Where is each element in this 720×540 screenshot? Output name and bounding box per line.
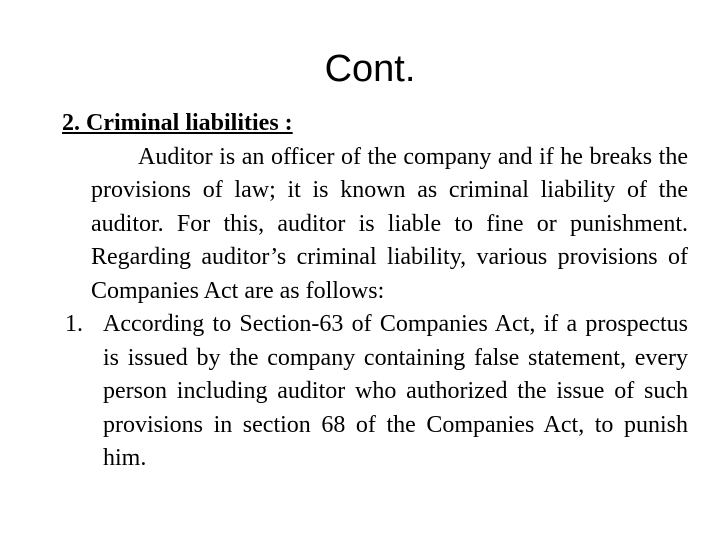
slide-title: Cont. <box>324 48 416 90</box>
list-item-text: According to Section-63 of Companies Act, if a prospectus is issued by the company containing false statement, every person including auditor who authorized the issue of such provisions in section 68 of the Companies Act, to punish him. <box>103 311 688 471</box>
list-item-number: 1. <box>65 311 83 337</box>
body-paragraph: Auditor is an officer of the company and if he breaks the provisions of law; it is known as criminal liability of the auditor. For this, auditor is liable to fine or punishment. Regarding auditor’s criminal liability, various provisions of Companies Act are as follows: <box>91 143 688 304</box>
numbered-list <box>60 308 688 476</box>
slide-body <box>60 107 688 476</box>
list-item <box>60 308 688 476</box>
section-heading: 2. Criminal liabilities : <box>62 110 293 136</box>
